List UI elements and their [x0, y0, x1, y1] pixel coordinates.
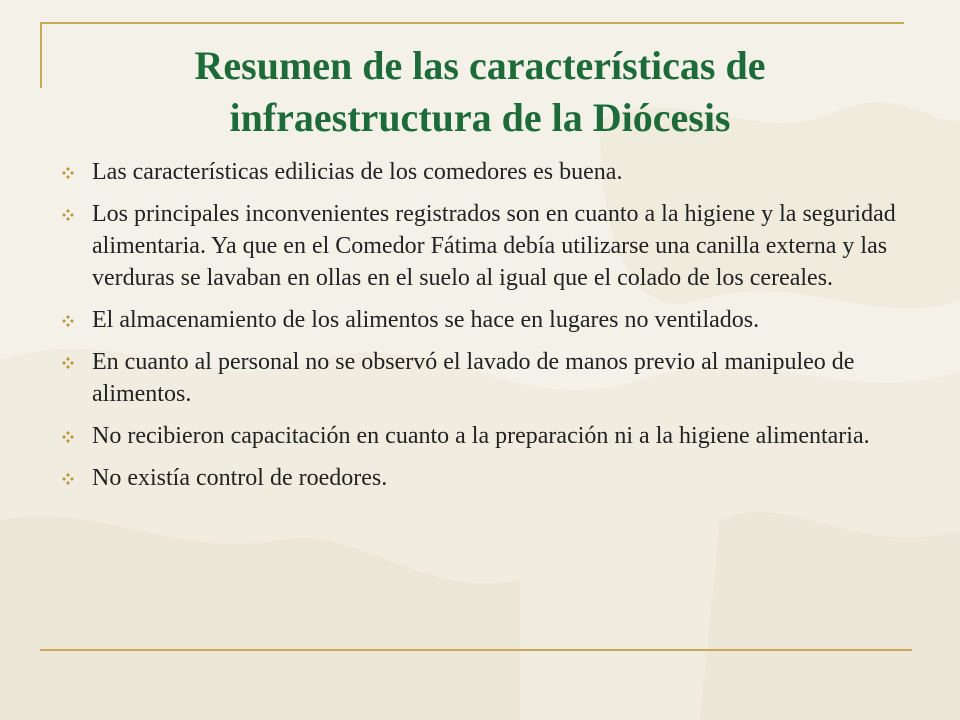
four-diamond-bullet-icon	[62, 209, 74, 221]
four-diamond-bullet-icon	[62, 357, 74, 369]
four-diamond-bullet-icon	[62, 473, 74, 485]
slide-title	[60, 40, 900, 144]
bullet-item-5	[60, 420, 900, 452]
four-diamond-bullet-icon	[62, 431, 74, 443]
slide-title-line-2: infraestructura de la Diócesis	[229, 95, 731, 140]
bullet-text: No existía control de roedores.	[92, 465, 388, 491]
bullet-text: No recibieron capacitación en cuanto a la preparación ni a la higiene alimentaria.	[92, 423, 870, 449]
bullet-text: Las características edilicias de los comedores es buena.	[92, 159, 623, 185]
bullet-item-2	[60, 198, 900, 294]
four-diamond-bullet-icon	[62, 315, 74, 327]
bullet-text: El almacenamiento de los alimentos se hace en lugares no ventilados.	[92, 307, 760, 333]
bullet-item-4	[60, 346, 900, 410]
bullet-text: Los principales inconvenientes registrados son en cuanto a la higiene y la seguridad alimentaria. Ya que en el Comedor Fátima debía utilizarse una canilla externa y las verduras se lavaban en ollas en el suelo al igual que el colado de los cereales.	[92, 201, 896, 291]
bullet-item-3	[60, 304, 900, 336]
left-accent-rule	[40, 22, 42, 88]
bullet-text: En cuanto al personal no se observó el lavado de manos previo al manipuleo de alimentos.	[92, 349, 855, 407]
bullet-list	[60, 156, 900, 504]
bottom-accent-rule	[40, 649, 912, 651]
bullet-item-6	[60, 462, 900, 494]
top-accent-rule	[40, 22, 904, 24]
bullet-item-1	[60, 156, 900, 188]
four-diamond-bullet-icon	[62, 167, 74, 179]
slide-title-line-1: Resumen de las características de	[194, 43, 766, 88]
